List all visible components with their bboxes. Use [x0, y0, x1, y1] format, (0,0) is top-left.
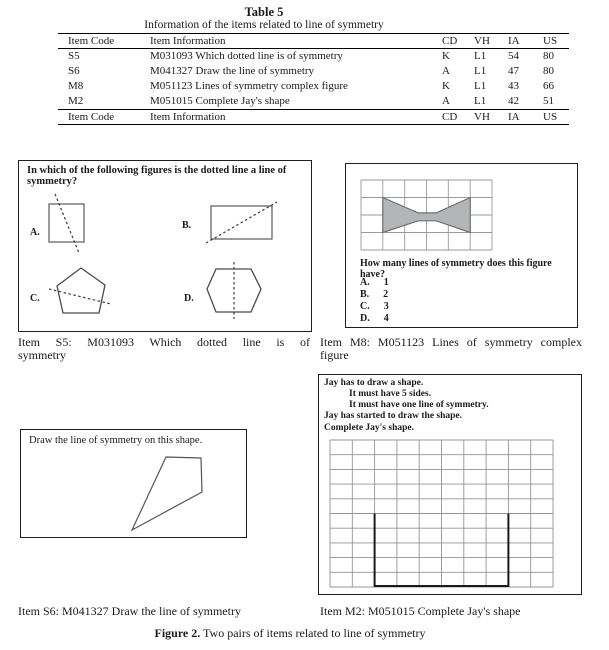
item-m8-box — [345, 163, 578, 328]
cell-vh: L1 — [474, 65, 487, 77]
item-s5-figures — [19, 161, 310, 330]
item-m2-text: Jay has to draw a shape. — [324, 378, 424, 388]
option-b — [360, 289, 388, 300]
item-s5-box — [18, 160, 312, 332]
cell-item-info: M041327 Draw the line of symmetry — [150, 65, 315, 77]
cell-ia: 42 — [508, 95, 519, 107]
item-m2-text: It must have one line of symmetry. — [349, 400, 489, 410]
dotted-line-b — [206, 202, 277, 243]
col-header: Item Information — [150, 34, 442, 49]
col-footer: Item Information — [150, 110, 442, 125]
item-m2-caption: Item M2: M051015 Complete Jay's shape — [320, 604, 521, 618]
item-s6-box — [20, 429, 247, 538]
option-label-b: B. — [182, 220, 192, 231]
figure-caption-text: Two pairs of items related to line of symmetry — [200, 626, 426, 640]
table-row — [58, 49, 569, 65]
option-label-c: C. — [30, 293, 40, 304]
option-c — [360, 301, 389, 312]
cell-item-code: M8 — [68, 80, 84, 92]
item-s6-prompt: Draw the line of symmetry on this shape. — [29, 435, 203, 446]
cell-item-info: M051015 Complete Jay's shape — [150, 95, 290, 107]
caption-line: figure — [320, 348, 349, 362]
figure-caption — [0, 626, 580, 641]
item-m8-caption — [320, 336, 582, 362]
items-table — [58, 33, 569, 125]
item-s6-figure — [21, 430, 245, 536]
option-label-d: D. — [184, 293, 194, 304]
option-value: 4 — [383, 313, 389, 324]
option-value: 3 — [383, 301, 389, 312]
cell-ia: 43 — [508, 80, 519, 92]
option-value: 1 — [383, 277, 389, 288]
item-m8-question: How many lines of symmetry does this figure have? — [360, 258, 552, 280]
cell-cd: K — [442, 80, 450, 92]
col-footer: VH — [474, 110, 508, 125]
cell-vh: L1 — [474, 95, 487, 107]
item-m2-text: Jay has started to draw the shape. — [324, 411, 463, 421]
cell-cd: A — [442, 65, 450, 77]
cell-us: 66 — [543, 80, 554, 92]
table-row — [58, 94, 569, 110]
col-footer: US — [543, 110, 569, 125]
col-header: CD — [442, 34, 474, 49]
hexagon-shape — [207, 269, 261, 312]
item-m2-text: It must have 5 sides. — [349, 389, 432, 399]
caption-line: symmetry — [18, 348, 66, 362]
option-label: D. — [360, 313, 370, 324]
item-s5-caption — [18, 336, 310, 362]
figure-caption-label: Figure 2. — [154, 626, 201, 640]
cell-cd: A — [442, 95, 450, 107]
pentagon-shape — [57, 268, 105, 313]
table-row — [58, 79, 569, 94]
option-value: 2 — [383, 289, 389, 300]
grid-lines — [330, 440, 553, 587]
col-header: Item Code — [58, 34, 150, 49]
cell-ia: 54 — [508, 50, 519, 62]
caption-line: Item S5: M031093 Which dotted line is of — [18, 335, 310, 349]
option-label: B. — [360, 289, 370, 300]
cell-item-info: M051123 Lines of symmetry complex figure — [150, 80, 348, 92]
item-m2-text: Complete Jay's shape. — [324, 423, 414, 433]
option-label: C. — [360, 301, 370, 312]
cell-us: 51 — [543, 95, 554, 107]
col-header: IA — [508, 34, 543, 49]
cell-us: 80 — [543, 65, 554, 77]
table-row — [58, 64, 569, 79]
item-s5-question: In which of the following figures is the dotted line a line of symmetry? — [27, 165, 287, 187]
table-subtitle: Information of the items related to line of symmetry — [144, 19, 384, 31]
item-s6-caption: Item S6: M041327 Draw the line of symmetry — [18, 604, 241, 618]
option-a — [360, 277, 389, 288]
col-footer: Item Code — [58, 110, 150, 125]
option-label: A. — [360, 277, 370, 288]
col-footer: IA — [508, 110, 543, 125]
option-d — [360, 313, 389, 324]
cell-ia: 47 — [508, 65, 519, 77]
cell-item-code: M2 — [68, 95, 84, 107]
cell-vh: L1 — [474, 50, 487, 62]
option-label-a: A. — [30, 227, 40, 238]
table-footer-row — [58, 110, 569, 125]
kite-shape — [132, 457, 202, 530]
cell-item-code: S6 — [68, 65, 80, 77]
dotted-line-a — [55, 194, 79, 253]
col-footer: CD — [442, 110, 474, 125]
cell-item-code: S5 — [68, 50, 80, 62]
item-m2-box — [318, 374, 582, 595]
table-title: Table 5 — [244, 5, 284, 19]
cell-vh: L1 — [474, 80, 487, 92]
table-header-row — [58, 34, 569, 49]
item-m2-figure — [319, 375, 580, 593]
cell-us: 80 — [543, 50, 554, 62]
caption-line: Item M8: M051123 Lines of symmetry complex — [320, 335, 582, 349]
cell-cd: K — [442, 50, 450, 62]
col-header: US — [543, 34, 569, 49]
col-header: VH — [474, 34, 508, 49]
cell-item-info: M031093 Which dotted line is of symmetry — [150, 50, 343, 62]
